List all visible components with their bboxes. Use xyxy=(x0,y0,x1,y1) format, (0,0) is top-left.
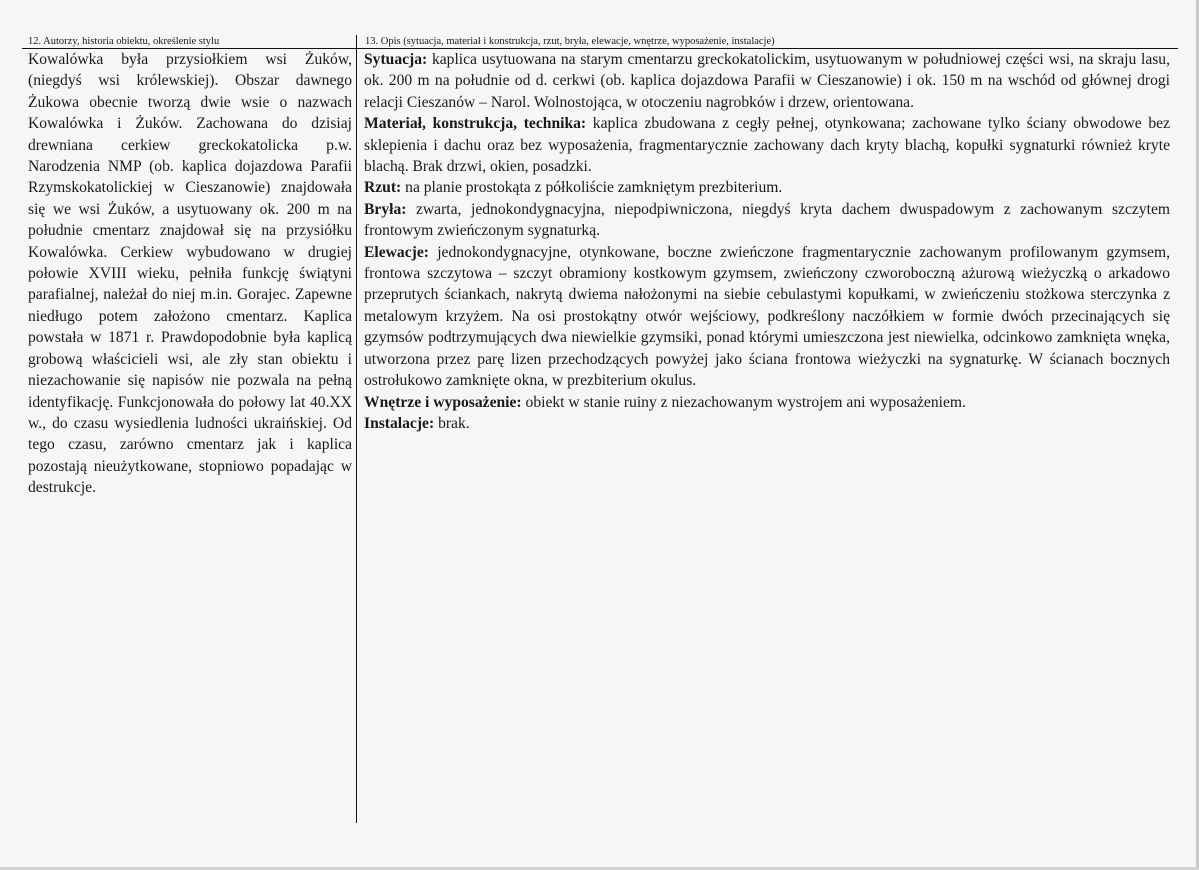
elewacje-text: jednokondygnacyjne, otynkowane, boczne zwieńczone fragmentarycznie zachowanym profilowanym gzymsem, frontowa szczytowa – szczyt obramiony kostkowym gzymsem, zwieńczony czworoboczną ażurową wieżyczką o arkadowo przeprutych ściankach, nakrytą dwiema nałożonymi na siebie cebulastymi kopułkami, w zwieńczeniu stożkowa sterczynka z metalowym krzyżem. Na osi prostokątny otwór wejściowy, podkreślony naczółkiem w formie dwóch przecinających się gzymsów podtrzymujących dwa niewielkie gzymsiki, ponad którymi umieszczona jest niewielka, odcinkowo zamknięta wnęka, utworzona przez parę lizen przechodzących powyżej jako ściana frontowa wieżyczki na sygnaturkę. W ścianach bocznych ostrołukowo zamknięte okna, w prezbiterium okulus. xyxy=(364,243,1170,390)
wnetrze-text: obiekt w stanie ruiny z niezachowanym wystrojem ani wyposażeniem. xyxy=(521,393,966,411)
rzut-paragraph xyxy=(364,177,1170,198)
bryla-label: Bryła: xyxy=(364,200,407,218)
bryla-text: zwarta, jednokondygnacyjna, niepodpiwniczona, niegdyś kryta dachem dwuspadowym z zachowanym szczytem frontowym zwieńczonym sygnaturką. xyxy=(364,200,1170,240)
rzut-label: Rzut: xyxy=(364,179,402,197)
elewacje-label: Elewacje: xyxy=(364,243,429,261)
material-paragraph xyxy=(364,113,1170,177)
material-label: Materiał, konstrukcja, technika: xyxy=(364,115,587,133)
elewacje-paragraph xyxy=(364,242,1170,392)
wnetrze-paragraph xyxy=(364,392,1170,413)
instalacje-text: brak. xyxy=(434,414,470,432)
instalacje-label: Instalacje: xyxy=(364,414,435,432)
sytuacja-label: Sytuacja: xyxy=(364,51,428,68)
description-column xyxy=(364,49,1170,434)
section-12-header: 12. Autorzy, historia obiektu, określenie stylu xyxy=(28,36,220,47)
sytuacja-paragraph xyxy=(364,49,1170,113)
rzut-text: na planie prostokąta z półkoliście zamkniętym prezbiterium. xyxy=(401,179,783,197)
material-text: kaplica zbudowana z cegły pełnej, otynkowana; zachowane tylko ściany obwodowe bez sklepienia i dachu oraz bez wyposażenia, fragmentarycznie zachowany dach kryty blachą, kopułki sygnaturki również kryte blachą. Brak drzwi, okien, posadzki. xyxy=(364,115,1170,176)
history-text: Kowalówka była przysiołkiem wsi Żuków, (niegdyś wsi królewskiej). Obszar dawnego Żukowa obecnie tworzą dwie wsie o nazwach Kowalówka i Żuków. Zachowana do dzisiaj drewniana cerkiew greckokatolicka p.w. Narodzenia NMP (ob. kaplica dojazdowa Parafii Rzymskokatolickiej w Cieszanowie) znajdowała się we wsi Żuków, a usytuowany ok. 200 m na południe cmentarz znajdował się na przysiółku Kowalówka. Cerkiew wybudowano w drugiej połowie XVIII wieku, pełniła funkcję świątyni parafialnej, należał do niej m.in. Gorajec. Zapewne niedługo potem założono cmentarz. Kaplica powstała w 1871 r. Prawdopodobnie była kaplicą grobową właścicieli wsi, ale zły stan obiektu i niezachowanie się napisów nie pozwala na pełną identyfikację. Funkcjonowała do połowy lat 40.XX w., do czasu wysiedlenia ludności ukraińskiej. Od tego czasu, zarówno cmentarz jak i kaplica pozostają nieużytkowane, stopniowo popadając w destrukcje. xyxy=(28,51,352,497)
wnetrze-label: Wnętrze i wyposażenie: xyxy=(364,393,522,411)
column-divider xyxy=(356,35,357,823)
sytuacja-text: kaplica usytuowana na starym cmentarzu greckokatolickim, usytuowanym w południowej części wsi, na skraju lasu, ok. 200 m na południe od d. cerkwi (ob. kaplica dojazdowa Parafii w Cieszanowie) i ok. 150 m na wschód od głównej drogi relacji Cieszanów – Narol. Wolnostojąca, w otoczeniu nagrobków i drzew, orientowana. xyxy=(364,51,1170,111)
instalacje-paragraph xyxy=(364,413,1170,434)
bryla-paragraph xyxy=(364,199,1170,242)
section-13-header: 13. Opis (sytuacja, materiał i konstrukcja, rzut, bryła, elewacje, wnętrze, wyposażenie, instalacje) xyxy=(365,36,775,47)
history-column xyxy=(28,49,352,499)
